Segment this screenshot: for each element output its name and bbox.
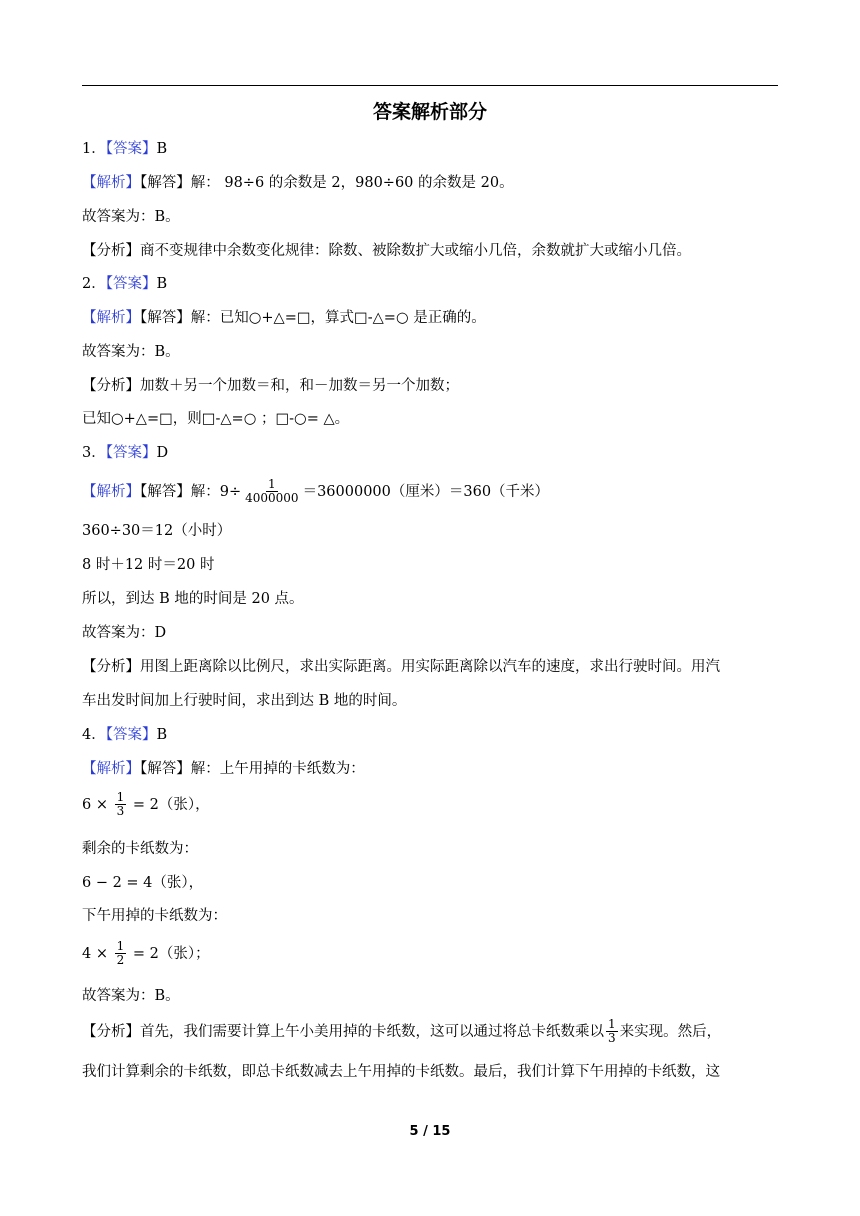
q4-eq1-fraction <box>115 791 127 818</box>
q1-solution-line <box>82 173 514 193</box>
q1-answer-line <box>82 139 167 159</box>
q1-answer: B <box>156 141 168 157</box>
q4-fenxi-line-2: 我们计算剩余的卡纸数，即总卡纸数减去上午用掉的卡纸数。最后，我们计算下午用掉的卡纸数，这 <box>82 1064 720 1080</box>
q1-solution: 解： 98÷6 的余数是 2，980÷60 的余数是 20。 <box>190 175 514 191</box>
q3-solution-line <box>82 474 549 510</box>
analysis-label: 【解析】 <box>82 484 140 500</box>
q4-fenxi-post: 来实现。然后， <box>619 1024 722 1040</box>
q4-eq1-numerator: 1 <box>116 789 125 804</box>
fenxi-label: 【分析】 <box>82 1024 140 1040</box>
solution-label: 【解答】 <box>140 484 191 500</box>
analysis-label: 【解析】 <box>82 175 140 191</box>
answer-label: 【答案】 <box>105 445 157 461</box>
q4-eq3-post: = 2（张）； <box>128 946 210 962</box>
q1-fenxi-line <box>82 241 691 261</box>
header-rule <box>82 85 778 86</box>
q4-pm-label: 下午用掉的卡纸数为： <box>82 908 227 924</box>
q3-answer-line <box>82 443 168 463</box>
q4-eq1-post: = 2（张）， <box>128 797 210 813</box>
q3-fraction <box>243 478 300 505</box>
q4-fenxi-pre: 首先，我们需要计算上午小美用掉的卡纸数，这可以通过将总卡纸数乘以 <box>140 1024 604 1040</box>
q2-answer: B <box>156 276 168 292</box>
q2-fenxi: 加数＋另一个加数＝和，和－加数＝另一个加数； <box>140 378 459 394</box>
answer-label: 【答案】 <box>105 141 157 157</box>
q4-eq1-pre: 6 × <box>82 797 113 813</box>
q4-eq3-pre: 4 × <box>82 946 113 962</box>
q2-number: 2． <box>82 276 106 292</box>
q3-fenxi-line-2: 车出发时间加上行驶时间，求出到达 B 地的时间。 <box>82 693 407 709</box>
q4-number: 4． <box>82 727 106 743</box>
q2-solution-line <box>82 308 486 328</box>
analysis-label: 【解析】 <box>82 310 140 326</box>
q2-answer-line <box>82 274 167 294</box>
q4-equation-2: 6 − 2 = 4（张）， <box>82 875 204 891</box>
q4-eq3-numerator: 1 <box>116 938 125 953</box>
analysis-label: 【解析】 <box>82 761 140 777</box>
q3-conclusion: 故答案为：D <box>82 625 167 641</box>
q4-answer-line <box>82 725 167 745</box>
solution-label: 【解答】 <box>140 175 191 191</box>
q3-solution-post: ＝36000000（厘米）＝360（千米） <box>302 484 550 500</box>
q3-fenxi: 用图上距离除以比例尺，求出实际距离。用实际距离除以汽车的速度，求出行驶时间。用汽 <box>140 659 720 675</box>
q4-eq3-fraction <box>115 940 127 967</box>
q4-solution: 解：上午用掉的卡纸数为： <box>190 761 365 777</box>
q4-fenxi-line <box>82 1014 721 1050</box>
q4-conclusion: 故答案为：B。 <box>82 988 180 1004</box>
q2-fenxi-line-2: 已知○+△=□，则□-△=○ ；□-○= △。 <box>82 411 350 427</box>
q3-fenxi-line <box>82 657 720 677</box>
q4-solution-line <box>82 759 365 779</box>
q4-fenxi-denominator: 3 <box>608 1030 616 1045</box>
q3-number: 3． <box>82 445 106 461</box>
page-title: 答案解析部分 <box>372 101 487 123</box>
solution-label: 【解答】 <box>140 761 191 777</box>
q1-number: 1． <box>82 141 106 157</box>
q4-equation-3 <box>82 936 210 972</box>
q3-fraction-denominator: 4000000 <box>245 490 299 505</box>
q2-conclusion: 故答案为：B。 <box>82 344 180 360</box>
q3-solution-pre: 解：9÷ <box>190 484 242 500</box>
q3-line-4: 所以，到达 B 地的时间是 20 点。 <box>82 591 304 607</box>
q1-conclusion: 故答案为：B。 <box>82 209 180 225</box>
fenxi-label: 【分析】 <box>82 378 140 394</box>
answer-label: 【答案】 <box>105 727 157 743</box>
q3-answer: D <box>156 445 169 461</box>
q4-answer: B <box>156 727 168 743</box>
q4-fenxi-numerator: 1 <box>608 1016 616 1031</box>
solution-label: 【解答】 <box>140 310 191 326</box>
page-number: 5 / 15 <box>409 1124 451 1139</box>
fenxi-label: 【分析】 <box>82 659 140 675</box>
q3-fraction-numerator: 1 <box>268 476 276 491</box>
q4-equation-1 <box>82 787 210 823</box>
q1-fenxi: 商不变规律中余数变化规律：除数、被除数扩大或缩小几倍，余数就扩大或缩小几倍。 <box>140 243 691 259</box>
q4-remain-label: 剩余的卡纸数为： <box>82 841 198 857</box>
fenxi-label: 【分析】 <box>82 243 140 259</box>
q3-line-3: 8 时＋12 时＝20 时 <box>82 557 215 573</box>
answer-label: 【答案】 <box>105 276 157 292</box>
q2-solution: 解：已知○+△=□，算式□-△=○ 是正确的。 <box>190 310 486 326</box>
q4-eq3-denominator: 2 <box>116 952 125 967</box>
q4-eq1-denominator: 3 <box>116 803 125 818</box>
q3-line-2: 360÷30＝12（小时） <box>82 523 232 539</box>
q2-fenxi-line <box>82 376 459 396</box>
q4-fenxi-fraction <box>606 1018 618 1045</box>
